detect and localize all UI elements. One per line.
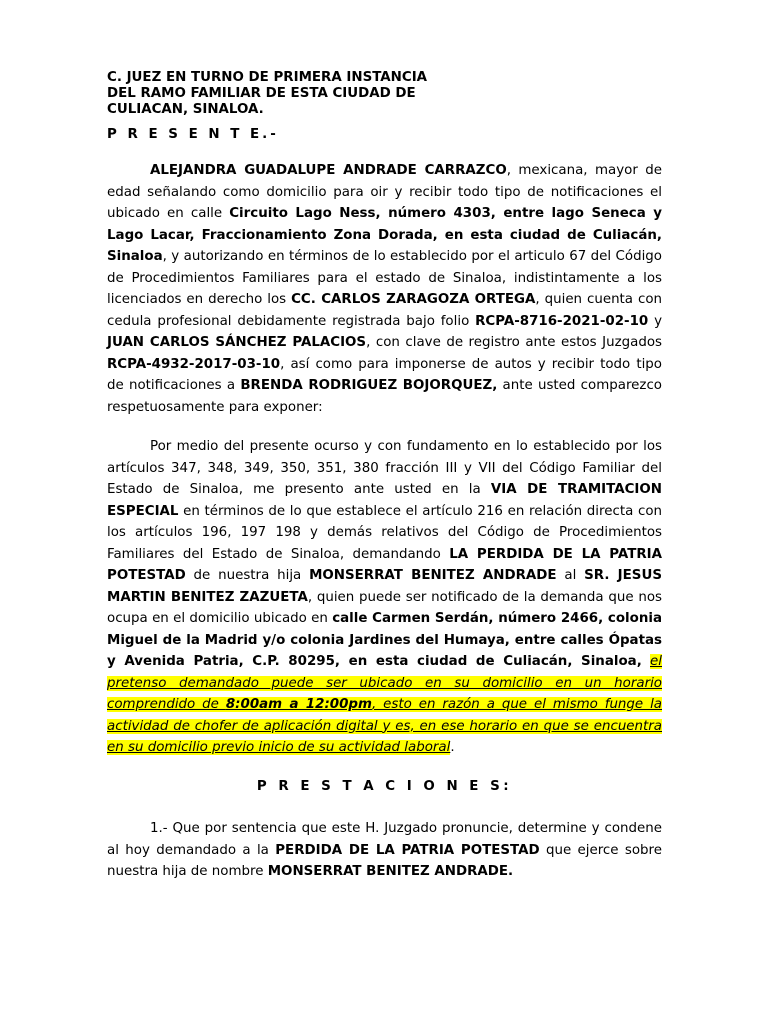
paragraph-introduction [107, 160, 662, 418]
prestacion-child-name: MONSERRAT BENITEZ ANDRADE. [267, 864, 514, 879]
header-line-3: CULIACAN, SINALOA. [107, 102, 264, 117]
claim-subject: LA PERDIDA DE LA PATRIA POTESTAD [107, 546, 663, 583]
notified-person-name: BRENDA RODRIGUEZ BOJORQUEZ, [240, 378, 498, 393]
p3-text-1: 1.- Que por sentencia que este H. Juzgado pronuncie, determine y condene al hoy demandado a la [107, 821, 662, 858]
prestaciones-heading: P R E S T A C I O N E S: [256, 779, 513, 794]
defendant-name: SR. JESUS MARTIN BENITEZ ZAZUETA [107, 568, 662, 605]
header-line-1: C. JUEZ EN TURNO DE PRIMERA INSTANCIA [107, 70, 428, 85]
child-name: MONSERRAT BENITEZ ANDRADE [309, 568, 557, 583]
p1-text-6: , así como para imponerse de autos y recibir todo tipo de notificaciones a [107, 356, 662, 393]
petitioner-address: Circuito Lago Ness, número 4303, entre lago Seneca y Lago Lacar, Fraccionamiento Zona Dorada, en esta ciudad de Culiacán, Sinaloa [107, 206, 663, 264]
presente-heading: P R E S E N T E.- [107, 127, 279, 142]
p2-text-5: , quien puede ser notificado de la demanda que nos ocupa en el domicilio ubicado en [107, 589, 662, 626]
p1-text-4: y [648, 313, 662, 329]
highlight-text-1: el pretenso demandado puede ser ubicado en su domicilio en un horario comprendido de [107, 654, 662, 712]
attorney-2-folio: RCPA-4932-2017-03-10 [107, 356, 281, 372]
addressee-header [107, 70, 662, 118]
header-line-2: DEL RAMO FAMILIAR DE ESTA CIUDAD DE [107, 86, 416, 101]
paragraph-claim [107, 436, 662, 759]
prestacion-subject: PERDIDA DE LA PATRIA POTESTAD [275, 842, 540, 858]
schedule-hours: 8:00am a 12:00pm [225, 697, 372, 712]
p1-text-5: , con clave de registro ante estos Juzgados [366, 335, 662, 350]
attorney-2-name: JUAN CARLOS SÁNCHEZ PALACIOS [107, 335, 367, 350]
attorney-1-folio: RCPA-8716-2021-02-10 [475, 313, 649, 329]
petitioner-name: ALEJANDRA GUADALUPE ANDRADE CARRAZCO [150, 163, 507, 178]
p2-text-1: Por medio del presente ocurso y con fundamento en lo establecido por los artículos 347, 348, 349, 350, 351, 380 fracción III y VII del Código Familiar del Estado de Sinaloa, me presento ante usted en la [107, 439, 662, 497]
p1-text-3: , quien cuenta con cedula profesional debidamente registrada bajo folio [107, 292, 662, 329]
highlight-text-2: , esto en razón a que el mismo funge la actividad de chofer de aplicación digital y es, en ese horario en que se encuentra en su domicilio previo inicio de su actividad laboral [107, 697, 662, 755]
p1-text-2: , y autorizando en términos de lo establecido por el articulo 67 del Código de Procedimientos Familiares para el estado de Sinaloa, indistintamente a los licenciados en derecho los [107, 249, 662, 307]
p2-text-3: de nuestra hija [185, 568, 310, 583]
procedure-type: VIA DE TRAMITACION ESPECIAL [107, 482, 662, 519]
p2-text-4: al [556, 568, 585, 583]
p2-text-7: . [450, 740, 455, 755]
defendant-address: calle Carmen Serdán, número 2466, colonia Miguel de la Madrid y/o colonia Jardines del Humaya, entre calles Ópatas y Avenida Patria, C.P. 80295, en esta ciudad de Culiacán, Sinaloa, [107, 611, 662, 669]
p1-text-7: ante usted comparezco respetuosamente para exponer: [107, 378, 662, 415]
p3-text-2: que ejerce sobre nuestra hija de nombre [107, 842, 662, 879]
highlighted-schedule-note [107, 654, 662, 755]
attorney-1-name: CC. CARLOS ZARAGOZA ORTEGA [291, 292, 536, 307]
paragraph-prestacion-1 [107, 818, 662, 883]
p2-text-2: en términos de lo que establece el artículo 216 en relación directa con los artículos 196, 197 198 y demás relativos del Código de Procedimientos Familiares del Estado de Sinaloa, demandando [107, 503, 662, 562]
p1-text-1: , mexicana, mayor de edad señalando como domicilio para oir y recibir todo tipo de notificaciones el ubicado en calle [107, 163, 662, 221]
p2-text-6 [642, 654, 650, 669]
